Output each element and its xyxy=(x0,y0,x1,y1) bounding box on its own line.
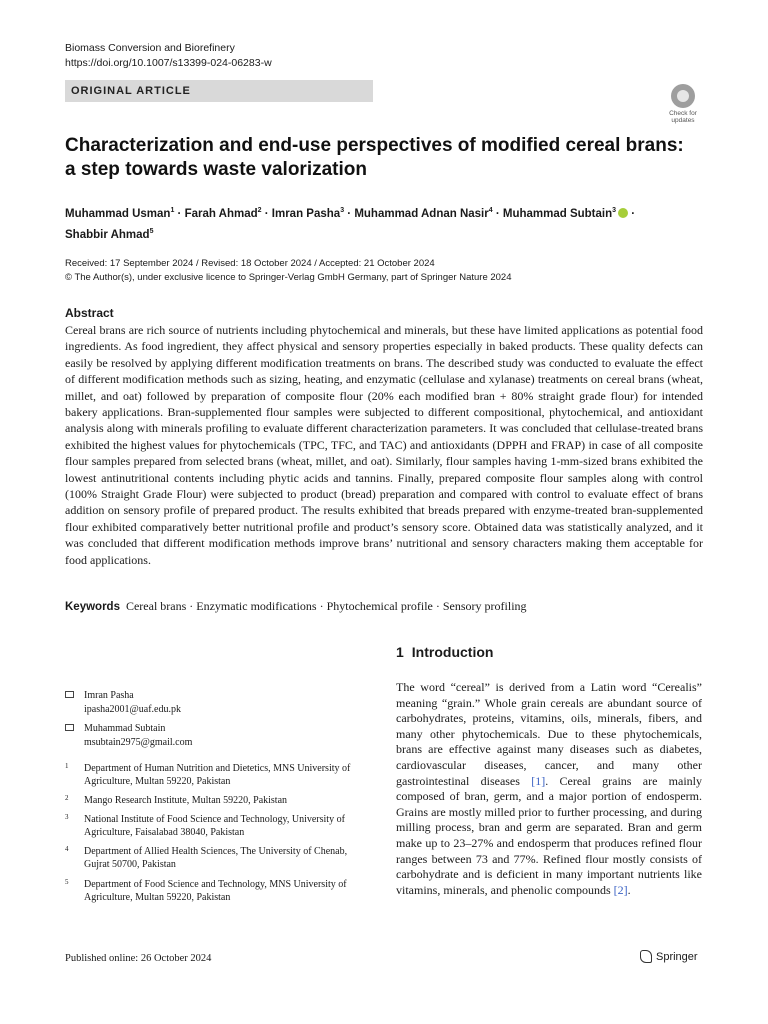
article-dates xyxy=(65,257,705,285)
section-number: 1 xyxy=(396,644,404,660)
title-line-1: Characterization and end-use perspectives of modified cereal brans: xyxy=(65,135,684,156)
keywords xyxy=(65,598,705,615)
correspondent-email[interactable]: ipasha2001@uaf.edu.pk xyxy=(84,703,181,715)
journal-name: Biomass Conversion and Biorefinery xyxy=(65,42,235,54)
affiliation-text: Department of Human Nutrition and Dietetics, MNS University of Agriculture, Multan 59220, Pakistan xyxy=(84,763,351,787)
article-type-banner: ORIGINAL ARTICLE xyxy=(65,80,373,102)
keywords-heading: Keywords xyxy=(65,601,120,613)
correspondent-name: Imran Pasha xyxy=(84,690,134,701)
affiliation-text: National Institute of Food Science and Technology, University of Agriculture, Faisalabad 38040, Pakistan xyxy=(84,814,345,838)
affiliation-text: Mango Research Institute, Multan 59220, Pakistan xyxy=(84,795,288,806)
section-title: Introduction xyxy=(411,644,494,660)
author-affiliation: 1 xyxy=(170,207,175,214)
author-name[interactable]: Imran Pasha xyxy=(271,207,341,220)
check-label-1: Check for xyxy=(669,110,697,117)
affiliation-entry xyxy=(65,878,365,904)
check-for-updates-badge[interactable] xyxy=(663,84,703,124)
author-name[interactable]: Muhammad Usman xyxy=(65,207,171,220)
author-name[interactable]: Farah Ahmad xyxy=(184,207,258,220)
check-for-updates-icon xyxy=(671,84,695,108)
affiliation-number: 3 xyxy=(65,813,69,821)
journal-header xyxy=(65,41,272,71)
published-date: Published online: 26 October 2024 xyxy=(65,953,212,964)
doi-link[interactable]: https://doi.org/10.1007/s13399-024-06283-w xyxy=(65,57,272,69)
publisher-logo xyxy=(640,950,698,963)
keywords-text: Cereal brans · Enzymatic modifications · Phytochemical profile · Sensory profiling xyxy=(125,599,527,613)
copyright: © The Author(s), under exclusive licence to Springer-Verlag GmbH Germany, part of Springer Nature 2024 xyxy=(65,272,512,283)
springer-horse-icon xyxy=(640,950,652,963)
introduction-paragraph xyxy=(396,680,702,898)
abstract-text: Cereal brans are rich source of nutrients including phytochemical and minerals, but these have limited applications as potential food ingredients. As food ingredient, they affect physical and sensory properties especially in baked products. These quality defects can easily be resolved by applying different modification treatments on brans. The described study was conducted to evaluate the effect of different modification methods such as sizing, heating, and enzymatic (cellulase and xylanase) treatments on cereal brans (wheat, millet, and oat) followed by preparation of composite flour (20% each modified bran + 80% straight grade flour) for intended bakery applications. Bran-supplemented flour samples were subjected to different compositional, phytochemical, and antioxidant analysis along with minerals profiling to evaluate different characterization parameters. It was concluded that cellulase-treated brans exhibited the highest values for phytochemicals (TPC, TFC, and TAC) and antioxidants (DPPH and FRAP) in case of all composite flour samples prepared from selected brans (wheat, millet, and oat). Similarly, flour samples having 1-mm-sized brans exhibited the lowest antinutritional contents including phytic acids and tannins. Finally, prepared composite flour samples along with control (100% Straight Grade Flour) were subjected to product (bread) preparation and compared with control to evaluate effect of brans addition on sensory profile of prepared product. The results exhibited that breads prepared with enzyme-treated bran-supplemented flour exhibited comparatively better nutritional profile and product’s sensory score. Obtained data was statistically analyzed, and it was concluded that different modification methods improve brans’ nutritional and sensory characters making them acceptable for food applications. xyxy=(65,323,703,567)
correspondence-entry xyxy=(65,722,365,749)
history-dates: Received: 17 September 2024 / Revised: 18 October 2024 / Accepted: 21 October 2024 xyxy=(65,258,435,269)
mail-icon xyxy=(65,691,74,698)
author-affiliation: 2 xyxy=(257,207,262,214)
title-line-2: a step towards waste valorization xyxy=(65,159,367,180)
intro-text-3: . xyxy=(627,882,631,897)
abstract-heading: Abstract xyxy=(65,306,114,320)
author-name[interactable]: Muhammad Adnan Nasir xyxy=(354,207,489,220)
affiliation-number: 1 xyxy=(65,762,69,770)
affiliation-entry xyxy=(65,794,365,807)
affiliation-text: Department of Allied Health Sciences, The University of Chenab, Gujrat 50700, Pakistan xyxy=(84,846,348,870)
affiliation-entry xyxy=(65,845,365,871)
author-name[interactable]: Muhammad Subtain xyxy=(502,207,613,220)
correspondent-name: Muhammad Subtain xyxy=(84,723,166,734)
author-affiliation: 3 xyxy=(340,207,345,214)
article-title xyxy=(65,134,705,182)
mail-icon xyxy=(65,724,74,731)
correspondence-entry xyxy=(65,689,365,716)
section-heading-introduction xyxy=(396,644,493,660)
author-affiliation: 5 xyxy=(149,227,154,235)
author-affiliation: 4 xyxy=(488,207,493,214)
orcid-icon[interactable] xyxy=(618,208,628,218)
affiliation-entry xyxy=(65,762,365,788)
affiliation-text: Department of Food Science and Technology, MNS University of Agriculture, Multan 59220, Pakistan xyxy=(84,879,347,903)
citation-link[interactable]: [2] xyxy=(613,882,628,897)
author-name[interactable]: Shabbir Ahmad xyxy=(65,228,150,241)
citation-link[interactable]: [1] xyxy=(531,773,546,788)
affiliation-number: 5 xyxy=(65,878,69,886)
affiliation-number: 4 xyxy=(65,845,69,853)
publisher-name: Springer xyxy=(656,951,698,963)
intro-text-2: . Cereal grains are mainly composed of bran, germ, and a major portion of endosperm. Grains are mostly milled prior to further processing, and during milling process, bran and germ are separated. Bran and germ make up to 23–27% and endosperm that produces refined flour ranges between 73 and 77%. Refined flour mostly consists of carbohydrate and is deficient in many important nutrients like vitamins, minerals, and phenolic compounds xyxy=(396,773,703,897)
author-affiliation: 3 xyxy=(612,207,617,214)
author-list: Muhammad Usman$^1$ · Farah Ahmad$^2$ · Imran Pasha$^3$ · Muhammad Adnan Nasir$^4$ · Muhammad Subtain$^3$ · Shabbir Ahmad$^5$ xyxy=(65,207,636,241)
intro-text-1: The word “cereal” is derived from a Latin word “Cerealis” meaning “grain.” Whole grain cereals are abundant source of carbohydrates, proteins, vitamins, oils, minerals, fibers, and many other phytochemicals. Due to these phytochemicals, brans are effective against many diseases such as diabetes, cardiovascular diseases, cancer, and many other gastrointestinal diseases xyxy=(396,680,702,788)
check-label-2: updates xyxy=(671,117,695,124)
affiliation-entry xyxy=(65,813,365,839)
correspondent-email[interactable]: msubtain2975@gmail.com xyxy=(84,736,193,748)
affiliation-number: 2 xyxy=(65,794,69,802)
